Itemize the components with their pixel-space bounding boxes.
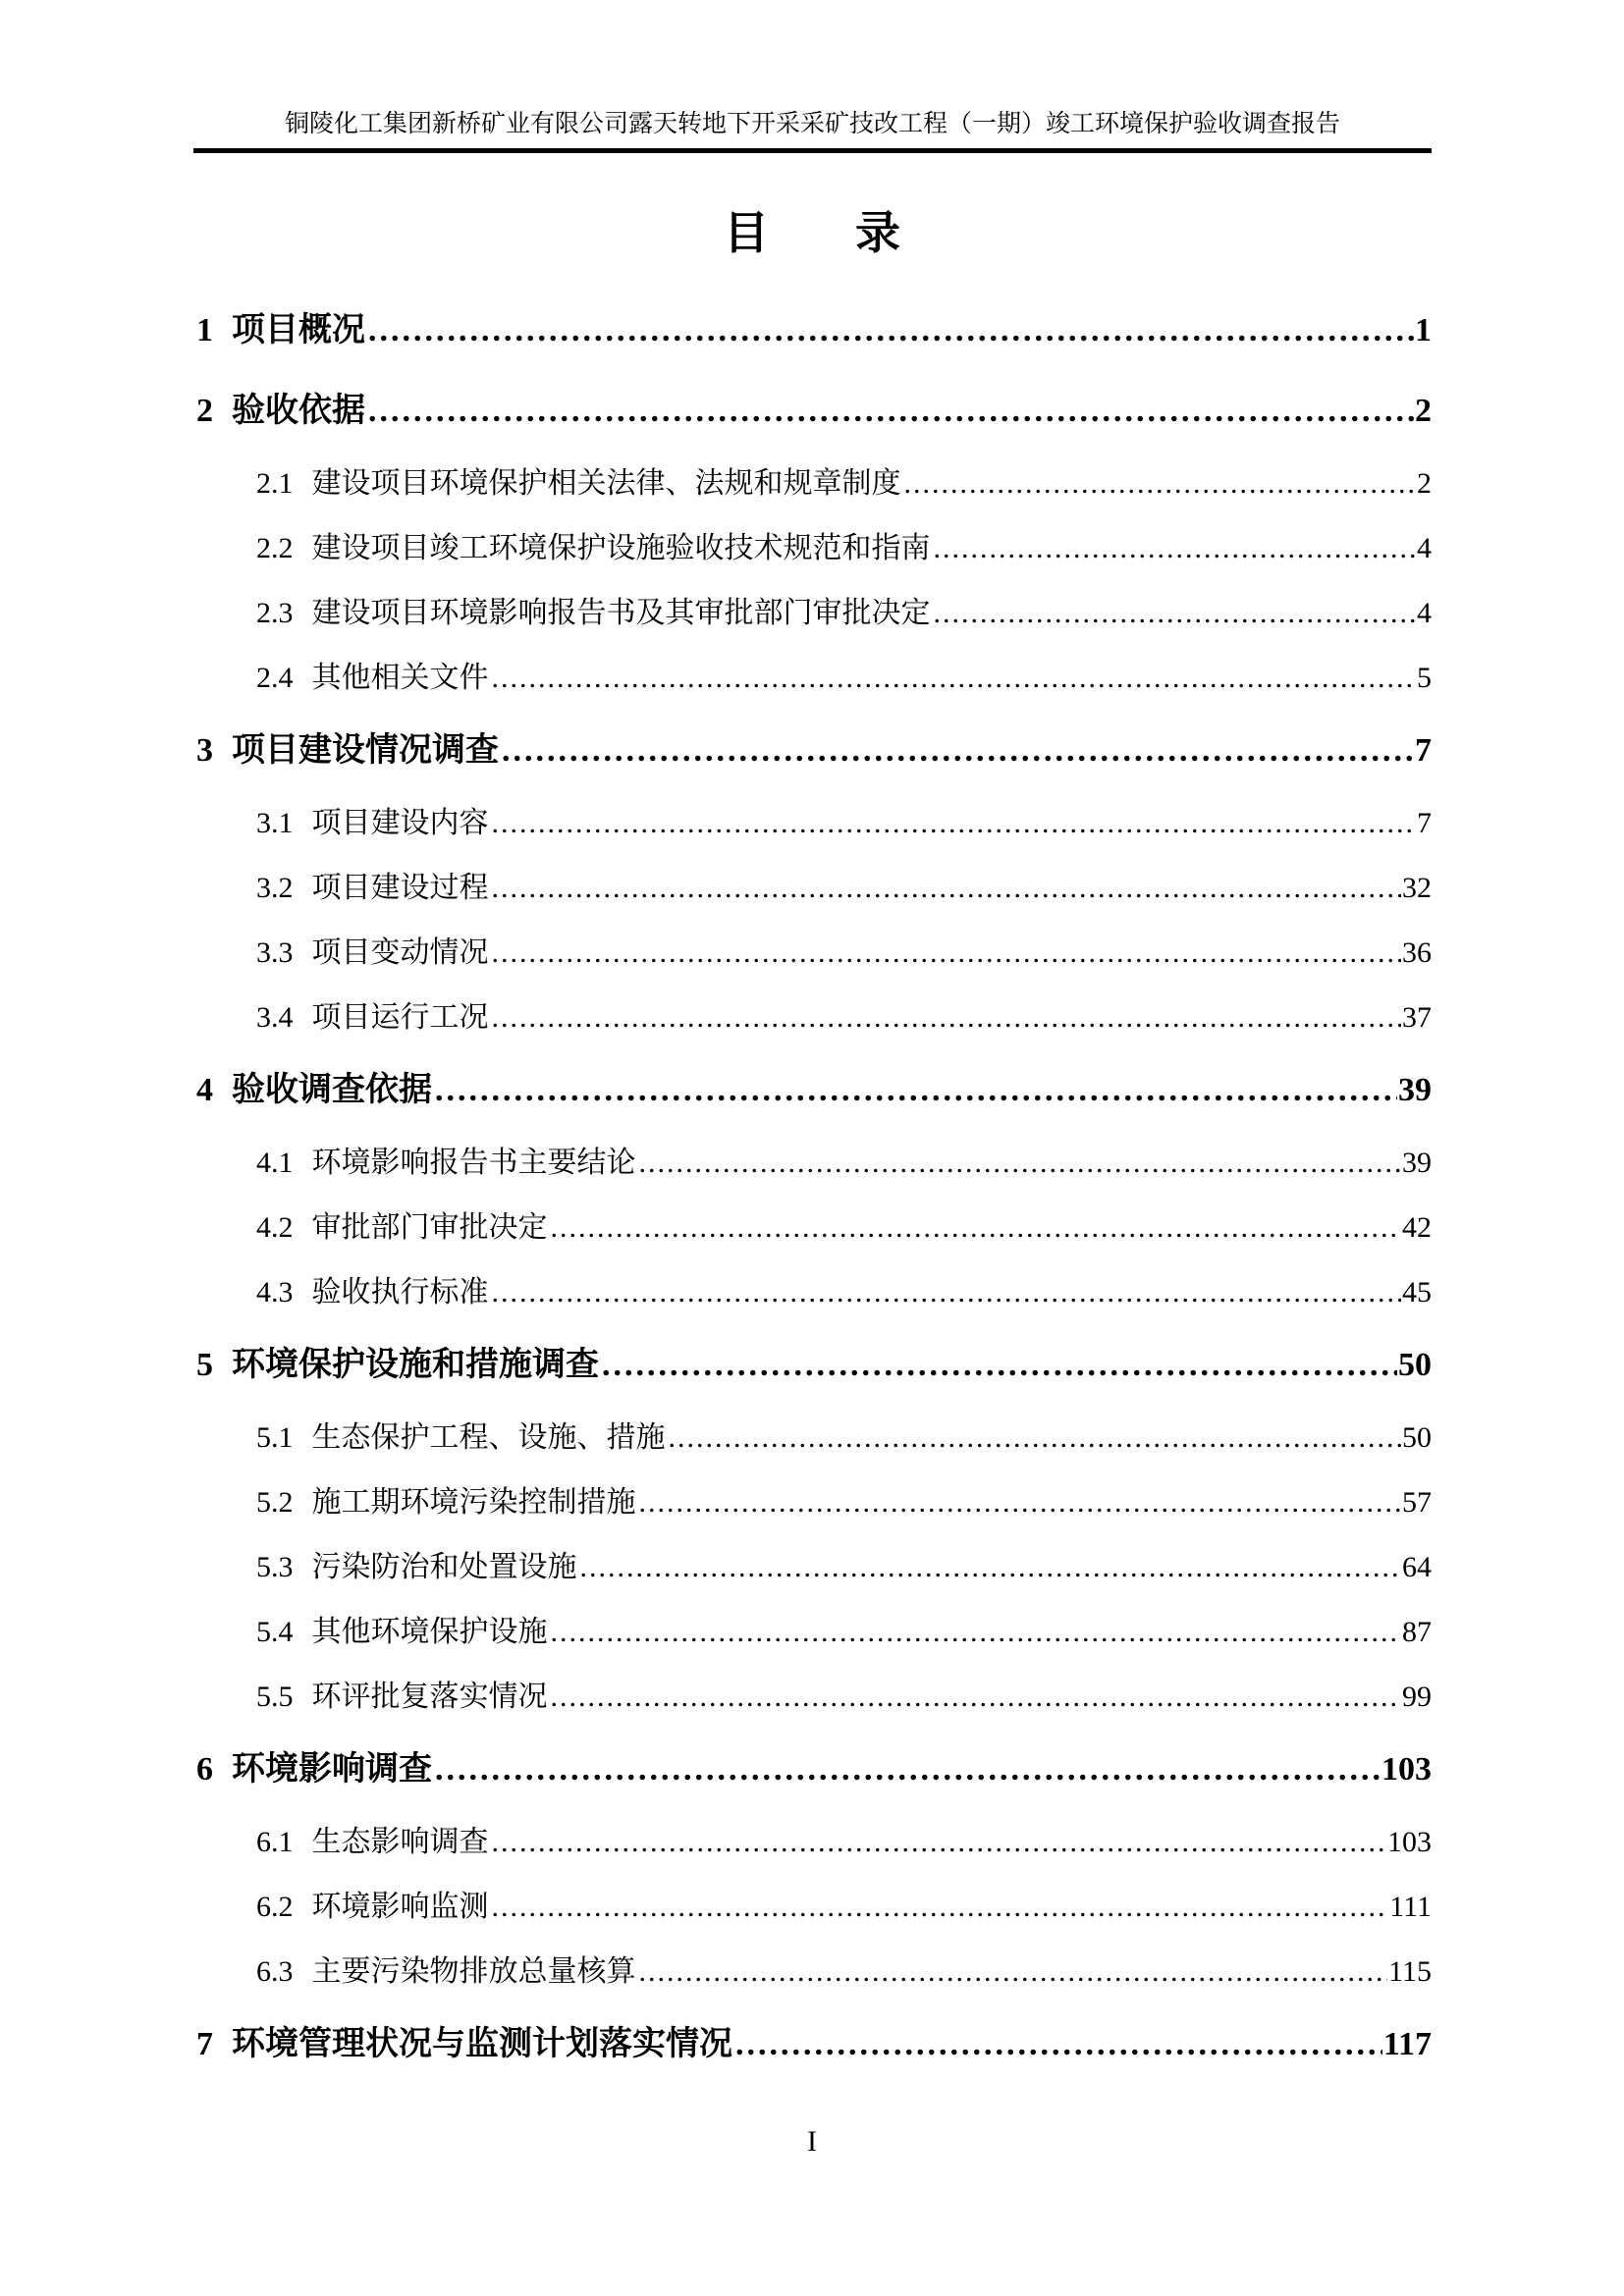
toc-entry-title: 环评批复落实情况 — [311, 1681, 548, 1713]
toc-entry-page: 4 — [1417, 532, 1432, 564]
toc-entry — [194, 371, 1432, 452]
toc-entry-title: 环境影响监测 — [311, 1891, 489, 1923]
toc-entry-number: 4.2 — [256, 1211, 294, 1244]
toc-leader-dots — [639, 1940, 1388, 2004]
toc-entry-number: 3.3 — [256, 936, 294, 969]
toc-entry — [194, 452, 1432, 516]
toc-entry-title: 项目建设过程 — [311, 872, 489, 904]
page-title-char-mu: 目 — [724, 208, 769, 258]
toc-entry-number: 5 — [196, 1347, 213, 1383]
toc-entry-title: 建设项目环境保护相关法律、法规和规章制度 — [311, 467, 901, 500]
toc-entry-number: 2 — [196, 393, 213, 429]
toc-entry-number: 4 — [196, 1072, 213, 1108]
toc-entry-number: 5.5 — [256, 1681, 294, 1713]
toc-entry-title: 主要污染物排放总量核算 — [311, 1955, 636, 1988]
toc-leader-dots — [492, 856, 1402, 921]
toc-entry — [194, 1875, 1432, 1940]
toc-entry-title: 项目建设内容 — [311, 807, 489, 839]
toc-entry — [194, 2004, 1432, 2085]
toc-entry-page: 64 — [1402, 1551, 1432, 1583]
toc-entry-page: 117 — [1382, 2026, 1432, 2062]
toc-entry-title: 其他相关文件 — [311, 662, 489, 694]
toc-entry — [194, 1470, 1432, 1535]
toc-entry-title: 审批部门审批决定 — [311, 1211, 548, 1244]
toc-entry-title: 其他环境保护设施 — [311, 1616, 548, 1648]
toc-entry-title: 验收调查依据 — [232, 1072, 432, 1108]
toc-entry-title: 验收依据 — [232, 393, 365, 429]
toc-entry-number: 2.2 — [256, 532, 294, 564]
toc-leader-dots — [904, 452, 1417, 516]
toc-entry — [194, 516, 1432, 581]
toc-leader-dots — [551, 1196, 1402, 1260]
toc-entry-number: 6 — [196, 1751, 213, 1788]
toc-leader-dots — [435, 1050, 1397, 1131]
toc-entry — [194, 1131, 1432, 1196]
toc-leader-dots — [492, 791, 1417, 856]
toc-entry-title: 项目建设情况调查 — [232, 732, 499, 769]
toc-entry — [194, 791, 1432, 856]
toc-entry — [194, 711, 1432, 791]
toc-entry-page: 36 — [1402, 936, 1432, 969]
toc-entry-page: 1 — [1415, 312, 1432, 348]
toc-entry-page: 111 — [1389, 1891, 1432, 1923]
page-title-char-lu: 录 — [855, 208, 900, 258]
toc-leader-dots — [580, 1535, 1402, 1600]
toc-entry — [194, 1535, 1432, 1600]
toc-entry-number: 4.1 — [256, 1147, 294, 1179]
toc-entry — [194, 986, 1432, 1050]
toc-leader-dots — [435, 1730, 1380, 1810]
toc-entry-page: 45 — [1402, 1276, 1432, 1308]
toc-leader-dots — [492, 986, 1402, 1050]
toc-entry-number: 2.3 — [256, 597, 294, 629]
toc-leader-dots — [639, 1470, 1402, 1535]
toc-leader-dots — [602, 1325, 1397, 1406]
toc-entry-title: 环境管理状况与监测计划落实情况 — [232, 2026, 732, 2062]
running-header: 铜陵化工集团新桥矿业有限公司露天转地下开采采矿技改工程（一期）竣工环境保护验收调查报告 — [193, 108, 1432, 153]
toc-entry-title: 环境保护设施和措施调查 — [232, 1347, 599, 1383]
toc-leader-dots — [492, 1810, 1387, 1875]
toc-entry — [194, 1406, 1432, 1470]
toc-entry-page: 57 — [1402, 1486, 1432, 1519]
toc-entry-page: 99 — [1402, 1681, 1432, 1713]
toc-entry-number: 3 — [196, 732, 213, 769]
page-title — [0, 208, 1624, 259]
toc-leader-dots — [735, 2004, 1382, 2085]
toc-entry-page: 115 — [1388, 1955, 1432, 1988]
toc-leader-dots — [368, 291, 1414, 371]
toc-leader-dots — [934, 516, 1417, 581]
toc-leader-dots — [551, 1600, 1402, 1665]
toc-entry — [194, 581, 1432, 646]
toc-entry-title: 污染防治和处置设施 — [311, 1551, 577, 1583]
toc-entry — [194, 921, 1432, 986]
toc-entry-number: 3.1 — [256, 807, 294, 839]
toc-leader-dots — [502, 711, 1414, 791]
toc-entry-title: 项目运行工况 — [311, 1001, 489, 1034]
toc-entry — [194, 1665, 1432, 1730]
toc-leader-dots — [492, 1875, 1389, 1940]
toc-entry-title: 建设项目竣工环境保护设施验收技术规范和指南 — [311, 532, 931, 564]
toc-entry — [194, 1260, 1432, 1325]
toc-entry-page: 2 — [1417, 467, 1432, 500]
toc-entry — [194, 1940, 1432, 2004]
toc-entry-page: 4 — [1417, 597, 1432, 629]
toc-entry-page: 50 — [1398, 1347, 1432, 1383]
toc-entry-title: 生态影响调查 — [311, 1826, 489, 1858]
toc-entry-number: 5.4 — [256, 1616, 294, 1648]
toc-entry-number: 1 — [196, 312, 213, 348]
toc-leader-dots — [368, 371, 1414, 452]
toc-list — [194, 291, 1432, 2085]
toc-entry-page: 7 — [1417, 807, 1432, 839]
toc-entry-page: 87 — [1402, 1616, 1432, 1648]
toc-entry-title: 验收执行标准 — [311, 1276, 489, 1308]
toc-entry-number: 2.1 — [256, 467, 294, 500]
toc-entry-title: 环境影响报告书主要结论 — [311, 1147, 636, 1179]
toc-entry — [194, 1730, 1432, 1810]
toc-entry-page: 39 — [1398, 1072, 1432, 1108]
toc-entry-number: 2.4 — [256, 662, 294, 694]
toc-entry-page: 2 — [1415, 393, 1432, 429]
toc-entry — [194, 291, 1432, 371]
toc-entry — [194, 856, 1432, 921]
toc-entry-number: 5.3 — [256, 1551, 294, 1583]
toc-entry-title: 生态保护工程、设施、措施 — [311, 1421, 666, 1454]
toc-entry-page: 103 — [1387, 1826, 1432, 1858]
toc-entry-page: 42 — [1402, 1211, 1432, 1244]
toc-entry-number: 6.1 — [256, 1826, 294, 1858]
toc-leader-dots — [669, 1406, 1402, 1470]
toc-entry-number: 6.3 — [256, 1955, 294, 1988]
toc-entry-title: 建设项目环境影响报告书及其审批部门审批决定 — [311, 597, 931, 629]
toc-entry-page: 103 — [1381, 1751, 1432, 1788]
toc-leader-dots — [551, 1665, 1402, 1730]
toc-entry — [194, 1325, 1432, 1406]
toc-entry-number: 5.2 — [256, 1486, 294, 1519]
toc-entry-title: 环境影响调查 — [232, 1751, 432, 1788]
toc-leader-dots — [492, 921, 1402, 986]
toc-leader-dots — [934, 581, 1417, 646]
toc-entry-page: 32 — [1402, 872, 1432, 904]
toc-entry-number: 3.2 — [256, 872, 294, 904]
toc-leader-dots — [639, 1131, 1402, 1196]
toc-entry — [194, 646, 1432, 711]
footer-page-number: I — [807, 2125, 817, 2158]
toc-entry-page: 37 — [1402, 1001, 1432, 1034]
toc-entry-number: 6.2 — [256, 1891, 294, 1923]
toc-entry-page: 7 — [1415, 732, 1432, 769]
toc-entry-title: 项目概况 — [232, 312, 365, 348]
toc-entry — [194, 1196, 1432, 1260]
toc-entry-number: 7 — [196, 2026, 213, 2062]
toc-entry-title: 项目变动情况 — [311, 936, 489, 969]
toc-entry — [194, 1050, 1432, 1131]
toc-entry-page: 39 — [1402, 1147, 1432, 1179]
toc-entry-number: 3.4 — [256, 1001, 294, 1034]
toc-entry — [194, 1810, 1432, 1875]
toc-entry-page: 5 — [1417, 662, 1432, 694]
toc-leader-dots — [492, 1260, 1402, 1325]
toc-entry — [194, 1600, 1432, 1665]
toc-entry-number: 5.1 — [256, 1421, 294, 1454]
toc-leader-dots — [492, 646, 1417, 711]
toc-entry-title: 施工期环境污染控制措施 — [311, 1486, 636, 1519]
toc-entry-number: 4.3 — [256, 1276, 294, 1308]
toc-entry-page: 50 — [1402, 1421, 1432, 1454]
